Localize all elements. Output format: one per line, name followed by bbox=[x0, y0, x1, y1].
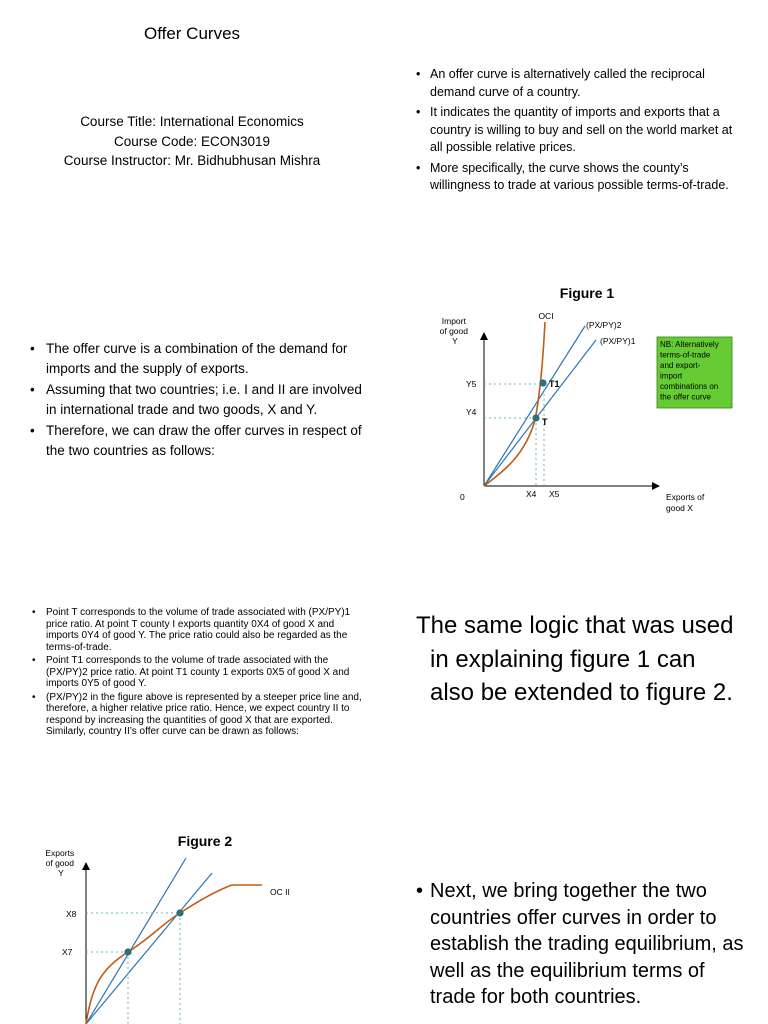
figure-2-intro-text: The same logic that was used in explaining figure 1 can also be extended to figure 2. bbox=[416, 612, 734, 706]
intro-bullets bbox=[30, 339, 370, 462]
point-t1-label: T1 bbox=[549, 379, 560, 389]
point-t bbox=[532, 414, 539, 421]
figure-1-y-label: Import of good Y bbox=[439, 316, 468, 346]
price-line-1 bbox=[484, 340, 596, 486]
figure-1-origin: 0 bbox=[460, 492, 465, 502]
course-title: Course Title: International Economics bbox=[80, 114, 304, 129]
bullet-item: • The offer curve is a combination of the demand for imports and the supply of exports. bbox=[30, 339, 370, 378]
figure-2-price-line-steep bbox=[86, 858, 186, 1024]
figure-1-title: Figure 1 bbox=[559, 285, 615, 301]
course-code: Course Code: ECON3019 bbox=[113, 133, 271, 149]
bullet-item: • Point T corresponds to the volume of trade associated with (PX/PY)1 price ratio. At point T county I exports quantity 0X4 of good X and imports 0Y4 of good Y. The price ratio could also be regarded as the terms-of-trade. bbox=[32, 607, 362, 653]
bullet-item: • Therefore, we can draw the offer curves in respect of the two countries as follows: bbox=[30, 421, 370, 460]
figure-1 bbox=[420, 280, 750, 520]
figure-2 bbox=[30, 826, 370, 1024]
course-instructor: Course Instructor: Mr. Bidhubhusan Mishra bbox=[63, 153, 321, 168]
bullet-item: • An offer curve is alternatively called the reciprocal demand curve of a country. bbox=[416, 66, 736, 101]
figure-2-price-line-flat bbox=[86, 873, 212, 1024]
figure-2-point-lower bbox=[124, 948, 131, 955]
bullet-item: • More specifically, the curve shows the county’s willingness to trade at various possible terms-of-trade. bbox=[416, 160, 736, 195]
figure-1-x-label: Exports of good X bbox=[666, 492, 705, 513]
figure-2-x7: X7 bbox=[62, 947, 73, 957]
price-line-1-label: (PX/PY)1 bbox=[600, 336, 636, 346]
figure-2-point-upper bbox=[176, 909, 183, 916]
equilibrium-bullets bbox=[416, 878, 746, 1011]
figure-1-x4: X4 bbox=[526, 489, 537, 499]
figure-2-title: Figure 2 bbox=[177, 833, 233, 849]
offer-curve-1-label: OCI bbox=[538, 311, 554, 321]
bullet-item: • Assuming that two countries; i.e. I and II are involved in international trade and two goods, X and Y. bbox=[30, 380, 370, 419]
figure-1-y4: Y4 bbox=[466, 407, 477, 417]
offer-curve-2-label: OC II bbox=[270, 887, 290, 897]
price-line-2-label: (PX/PY)2 bbox=[586, 320, 622, 330]
figure-2-x8: X8 bbox=[66, 909, 77, 919]
explanation-bullets bbox=[32, 607, 362, 740]
definition-bullets bbox=[416, 66, 736, 198]
bullet-item: • It indicates the quantity of imports and exports that a country is willing to buy and sell on the world market at all possible relative prices. bbox=[416, 104, 736, 157]
figure-1-y5: Y5 bbox=[466, 379, 477, 389]
bullet-item: • (PX/PY)2 in the figure above is represented by a steeper price line and, therefore, a higher relative price ratio. Hence, we expect country II to respond by increasing the quantities of good X that are exported. Similarly, country II’s offer curve can be drawn as follows: bbox=[32, 692, 362, 738]
figure-1-note: NB: Alternatively terms-of-trade and export- import combinations on the offer curve bbox=[660, 340, 719, 402]
point-t1 bbox=[539, 379, 546, 386]
figure-1-x5: X5 bbox=[549, 489, 560, 499]
point-t-label: T bbox=[542, 417, 548, 427]
price-line-2 bbox=[484, 326, 585, 486]
figure-2-y-label: Exports of good Y bbox=[45, 848, 75, 878]
bullet-item: • Next, we bring together the two countries offer curves in order to establish the trading equilibrium, as well as the equilibrium terms of trade for both countries. bbox=[416, 878, 746, 1011]
course-info bbox=[0, 112, 384, 171]
offer-curve-2 bbox=[86, 885, 262, 1024]
bullet-item: • Point T1 corresponds to the volume of trade associated with the (PX/PY)2 price ratio. At point T1 county 1 exports 0X5 of good X and imports 0Y5 of good Y. bbox=[32, 655, 362, 690]
page-title: Offer Curves bbox=[143, 24, 241, 43]
